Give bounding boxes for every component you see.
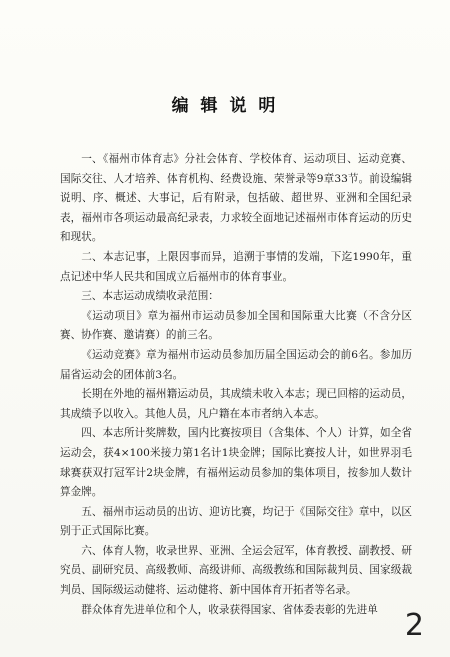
paragraph: 《运动竞赛》章为福州市运动员参加历届全国运动会的前6名。参加历届省运动会的团体前3名。 bbox=[60, 348, 412, 381]
paragraph: 群众体育先进单位和个人，收录获得国家、省体委表彰的先进单 bbox=[81, 603, 378, 616]
page-number: 2 bbox=[404, 608, 424, 643]
paragraph: 长期在外地的福州籍运动员，其成绩未收入本志；现已回榕的运动员，其成绩予以收入。其他人员，凡户籍在本市者纳入本志。 bbox=[60, 388, 412, 420]
paragraph: 一、《福州市体育志》分社会体育、学校体育、运动项目、运动竞赛、国际交往、人才培养、体育机构、经费设施、荣誉录等9章33节。前设编辑说明、序、概述、大事记，后有附录，包括破、超世界、亚洲和全国纪录表，福州市各项运动最高纪录表，力求较全面地记述福州市体育运动的历史和现状。 bbox=[60, 153, 412, 244]
paragraph: 六、体育人物，收录世界、亚洲、全运会冠军，体育教授、副教授、研究员、副研究员、高级教师、高级讲师、高级教练和国际裁判员、国家级裁判员、国际级运动健将、运动健将、新中国体育开拓者等名录。 bbox=[60, 544, 412, 597]
paragraph: 二、本志记事，上限因事而异，追溯于事情的发端，下迄1990年，重点记述中华人民共和国成立后福州市的体育事业。 bbox=[60, 250, 412, 283]
paragraph: 四、本志所计奖牌数，国内比赛按项目（含集体、个人）计算，如全省运动会，获4×100米接力第1名计1块金牌；国际比赛按人计，如世界羽毛球赛获双打冠军计2块金牌，有福州运动员参加的集体项目，按参加人数计算金牌。 bbox=[60, 427, 412, 499]
body-text bbox=[60, 150, 412, 620]
paragraph: 三、本志运动成绩收录范围： bbox=[81, 290, 219, 303]
paragraph: 五、福州市运动员的出访、迎访比赛，均记于《国际交往》章中，以区别于正式国际比赛。 bbox=[60, 505, 412, 538]
paragraph: 《运动项目》章为福州市运动员参加全国和国际重大比赛（不含分区赛、协作赛、邀请赛）的前三名。 bbox=[60, 309, 412, 342]
page-title: 编 辑 说 明 bbox=[171, 96, 279, 116]
